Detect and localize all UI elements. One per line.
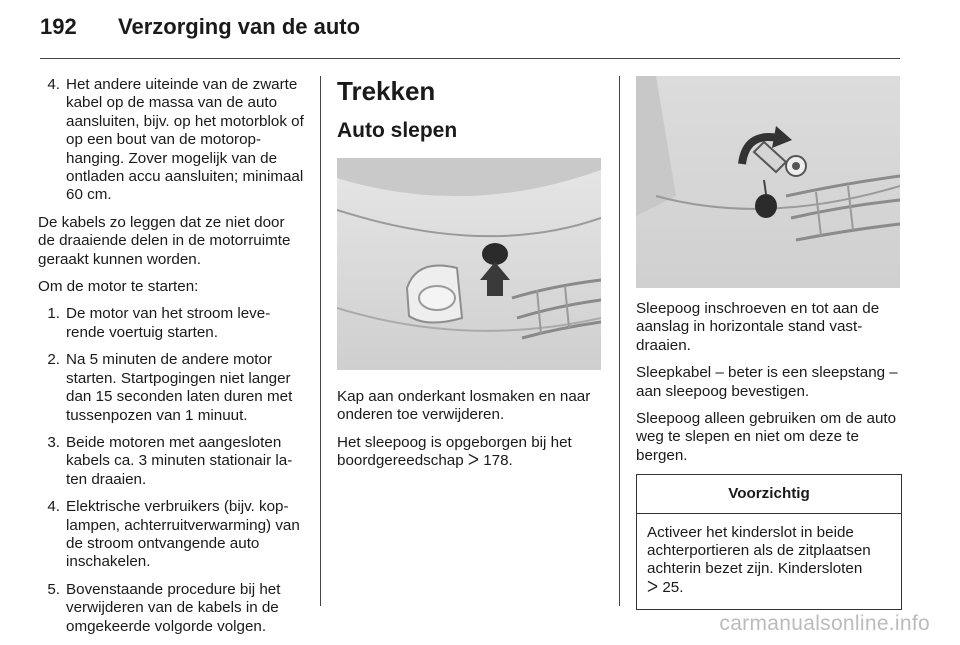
list-number: 4. bbox=[47, 76, 60, 93]
warning-body bbox=[637, 514, 901, 610]
header-rule bbox=[40, 58, 900, 59]
paragraph-screw-in: Sleepoog inschroeven en tot aan de aanslag in horizontale stand vastdraaien. bbox=[636, 300, 880, 354]
warning-text: Activeer het kinderslot in beide achterportieren als de zitplaatsen achterin bezet zijn. Kindersloten bbox=[647, 523, 871, 578]
start-steps-list bbox=[38, 305, 304, 636]
warning-box bbox=[636, 474, 902, 610]
paragraph-tow-eye-stored bbox=[337, 434, 605, 471]
list-text: Het andere uiteinde van de zwarte kabel op de massa van de auto aansluiten, bijv. op het motorblok of op een bout van de motorophanging. Zover mogelijk van de ontladen accu aansluiten; minimaal 60 cm. bbox=[66, 76, 304, 204]
page-reference: 178. bbox=[483, 452, 513, 470]
list-item bbox=[38, 434, 304, 489]
column-right bbox=[636, 76, 902, 610]
page-reference-icon: ᐳ bbox=[647, 578, 659, 596]
list-text: De motor van het stroom leverende voertuig starten. bbox=[66, 305, 271, 341]
column-divider-1 bbox=[320, 76, 321, 606]
list-number: 2. bbox=[47, 351, 60, 369]
warning-title: Voorzichtig bbox=[637, 475, 901, 513]
paragraph-cables: De kabels zo leggen dat ze niet door de draaiende delen in de motorruimte geraakt kunnen worden. bbox=[38, 213, 291, 268]
paragraph-attach-cable: Sleepkabel – beter is een sleepstang – aan sleepoog bevestigen. bbox=[636, 364, 898, 400]
page-header bbox=[40, 14, 900, 40]
watermark: carmanualsonline.info bbox=[719, 612, 930, 635]
paragraph-remove-cover: Kap aan onderkant losmaken en naar onderen toe verwijderen. bbox=[337, 388, 591, 424]
section-heading: Trekken bbox=[337, 76, 436, 106]
column-divider-2 bbox=[619, 76, 620, 606]
section-subheading: Auto slepen bbox=[337, 119, 458, 142]
list-item bbox=[38, 581, 304, 636]
list-item bbox=[38, 351, 304, 425]
bumper-cover-illustration bbox=[337, 158, 601, 370]
list-item bbox=[38, 305, 304, 342]
list-number: 5. bbox=[47, 580, 60, 598]
list-number: 3. bbox=[47, 433, 60, 451]
list-number: 4. bbox=[47, 498, 60, 516]
column-left bbox=[38, 76, 304, 645]
paragraph-start-intro: Om de motor te starten: bbox=[38, 278, 199, 296]
column-middle bbox=[337, 76, 605, 480]
page-reference: 25. bbox=[662, 578, 684, 596]
list-text: Na 5 minuten de andere motor starten. Startpogingen niet langer dan 15 seconden laten duren met tussenpozen van 1 minuut. bbox=[66, 351, 293, 424]
list-text: Beide motoren met aangesloten kabels ca. 3 minuten stationair laten draaien. bbox=[66, 433, 293, 488]
list-item bbox=[38, 498, 304, 572]
page-number: 192 bbox=[40, 14, 77, 39]
list-text: Bovenstaande procedure bij het verwijderen van de kabels in de omgekeerde volgorde volgen. bbox=[66, 580, 281, 635]
page-title: Verzorging van de auto bbox=[118, 14, 361, 39]
paragraph-text: Het sleepoog is opgeborgen bij het boordgereedschap bbox=[337, 433, 572, 470]
tow-eye-illustration bbox=[636, 76, 900, 288]
page-reference-icon: ᐳ bbox=[467, 452, 479, 470]
list-number: 1. bbox=[47, 305, 60, 323]
list-item bbox=[38, 76, 304, 205]
paragraph-usage: Sleepoog alleen gebruiken om de auto weg te slepen en niet om deze te bergen. bbox=[636, 410, 897, 464]
list-text: Elektrische verbruikers (bijv. koplampen, achterruitverwarming) van de stroom ontvangende auto inschakelen. bbox=[66, 498, 300, 571]
